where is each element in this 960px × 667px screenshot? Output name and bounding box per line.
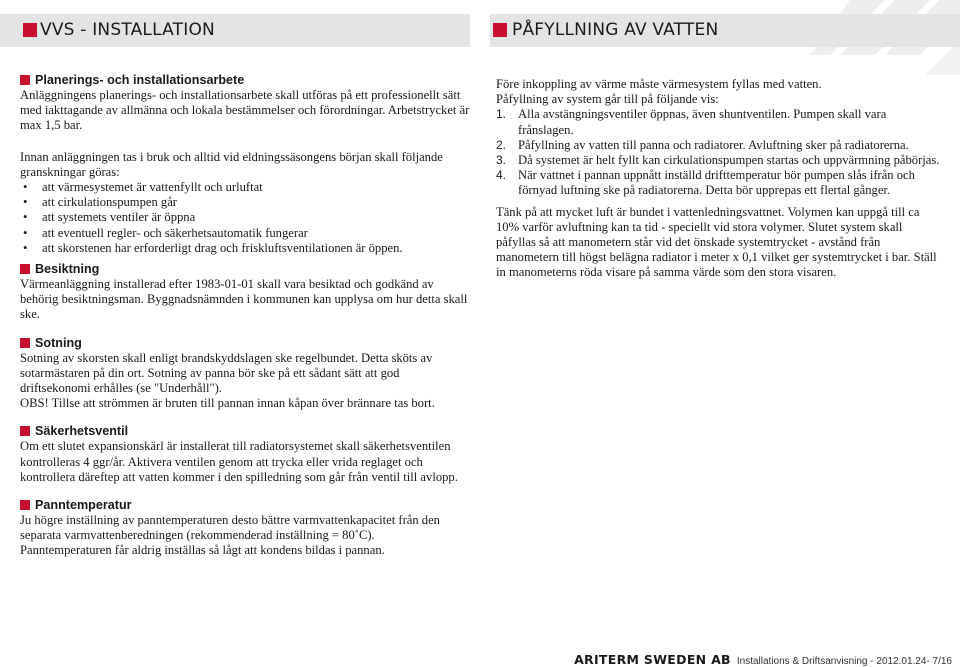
page-footer — [574, 652, 952, 667]
sweeping-section — [20, 336, 470, 412]
sweeping-heading: Sotning — [35, 335, 82, 350]
filling-intro-2: Påfyllning av system går till på följande vis: — [496, 92, 719, 107]
section-heading — [20, 498, 470, 513]
checklist — [20, 180, 470, 256]
list-item — [496, 107, 942, 137]
red-square-icon — [23, 23, 37, 37]
right-header-title: PÅFYLLNING AV VATTEN — [512, 20, 719, 40]
safety-valve-text: Om ett slutet expansionskärl är installerat till radiatorsystemet skall säkerhetsventilen kontrolleras 4 ggr/år. Aktivera ventilen genom att trycka eller vrida reglaget och kontrollera däreftер att vatten kommer i den spilledning som går från ventil till avlopp. — [20, 439, 458, 484]
right-column — [496, 77, 942, 281]
section-heading — [20, 73, 470, 88]
boiler-temp-section — [20, 498, 470, 559]
inspection-section — [20, 262, 470, 323]
list-item — [496, 168, 942, 198]
planning-heading: Planerings- och installationsarbete — [35, 73, 245, 87]
step-text: Påfyllning av vatten till panna och radiatorer. Avluftning sker på radiatorerna. — [518, 137, 909, 152]
red-square-icon — [493, 23, 507, 37]
step-number: 4. — [496, 168, 507, 183]
sweeping-obs: OBS! Tillse att strömmen är bruten till pannan innan kåpan över brännare tas bort. — [20, 396, 435, 411]
list-item-text: att värmesystemet är vattenfyllt och urluftat — [42, 180, 263, 195]
list-item — [20, 210, 470, 225]
section-heading — [20, 262, 470, 277]
list-item-text: att cirkulationspumpen går — [42, 195, 177, 210]
footer-doc: Installations & Driftsanvisning - 2012.01.24- 7/16 — [736, 656, 952, 667]
step-text: Då systemet är helt fyllt kan cirkulationspumpen startas och uppvärmning påbörjas. — [518, 153, 940, 168]
planning-intro: Innan anläggningen tas i bruk och alltid vid eldningssäsongens början skall följande granskningar göras: — [20, 149, 443, 179]
planning-section — [20, 73, 470, 256]
red-square-icon — [20, 426, 30, 436]
left-header-title: VVS - INSTALLATION — [40, 20, 215, 40]
inspection-text: Värmeanläggning installerad efter 1983-01-01 skall vara besiktad och godkänd av behörig besiktningsman. Byggnadsnämnden i kommunen kan upplysa om hur detta skall ske. — [20, 277, 468, 322]
sweeping-text: Sotning av skorsten skall enligt brandskyddslagen ske regelbundet. Detta sköts av sotarmästaren på din ort. Sotning av panna bör ske på ett sådant sätt att god driftsekonomi erhålles (se "Underhåll"). — [20, 350, 433, 396]
step-text: När vattnet i pannan uppnått inställd drifttemperatur bör pumpen slås ifrån och förnyad luftning ske på radiatorerna. Detta bör upprepas ett flertal gånger. — [518, 168, 915, 198]
left-column — [20, 73, 470, 559]
list-item — [496, 138, 942, 153]
right-header-bar — [490, 14, 960, 47]
bullet-icon: • — [23, 240, 28, 255]
list-item-text: att eventuell regler- och säkerhetsautomatik fungerar — [42, 225, 308, 240]
boiler-temp-text: Ju högre inställning av panntemperaturen desto bättre varmvattenkapacitet från den separata varmvattenberedningen (rekommenderad inställning = 80˚C). — [20, 513, 440, 543]
list-item — [20, 180, 470, 195]
filling-paragraph: Tänk på att mycket luft är bundet i vattenledningsvattnet. Volymen kan uppgå till ca 10% varför avluftning kan ta tid - speciellt vid stora volymer. Slutet system skall påfyllas så att manometern står vid det önskade systemtrycket - avstånd från manometern till högst belägna radiator i meter x 0,1 vilket ger systemtrycket i bar. Ställ in manometerns röda visare på samma värde som den stora visaren. — [496, 204, 937, 280]
safety-valve-section — [20, 424, 470, 485]
step-text: Alla avstängningsventiler öppnas, även shuntventilen. Pumpen skall vara frånslagen. — [518, 107, 887, 137]
filling-steps — [496, 107, 942, 198]
list-item — [20, 241, 470, 256]
bullet-icon: • — [23, 195, 28, 210]
inspection-heading: Besiktning — [35, 262, 100, 277]
bullet-icon: • — [23, 225, 28, 240]
red-square-icon — [20, 264, 30, 274]
boiler-temp-heading: Panntemperatur — [35, 498, 132, 513]
list-item — [496, 153, 942, 168]
footer-brand: ARITERM SWEDEN AB — [574, 652, 731, 667]
bullet-icon: • — [23, 180, 28, 195]
step-number: 3. — [496, 153, 507, 168]
planning-text: Anläggningens planerings- och installationsarbete skall utföras på ett professionellt sätt med iakttagande av allmänna och lokala bestämmelser och förordningar. Arbetstrycket är max 1,5 bar. — [20, 88, 470, 133]
list-item-text: att systemets ventiler är öppna — [42, 210, 196, 225]
list-item — [20, 195, 470, 210]
left-header-bar — [0, 14, 470, 47]
boiler-temp-text2: Panntemperaturen får aldrig inställas så lågt att kondens bildas i pannan. — [20, 543, 385, 558]
list-item-text: att skorstenen har erforderligt drag och friskluftsventilationen är öppen. — [42, 240, 403, 255]
safety-valve-heading: Säkerhetsventil — [35, 424, 129, 439]
list-item — [20, 226, 470, 241]
step-number: 1. — [496, 107, 507, 122]
bullet-icon: • — [23, 210, 28, 225]
step-number: 2. — [496, 137, 507, 152]
section-heading — [20, 424, 470, 439]
section-heading — [20, 336, 470, 351]
red-square-icon — [20, 75, 30, 85]
red-square-icon — [20, 338, 30, 348]
red-square-icon — [20, 500, 30, 510]
filling-intro-1: Före inkoppling av värme måste värmesystem fyllas med vatten. — [496, 77, 822, 91]
